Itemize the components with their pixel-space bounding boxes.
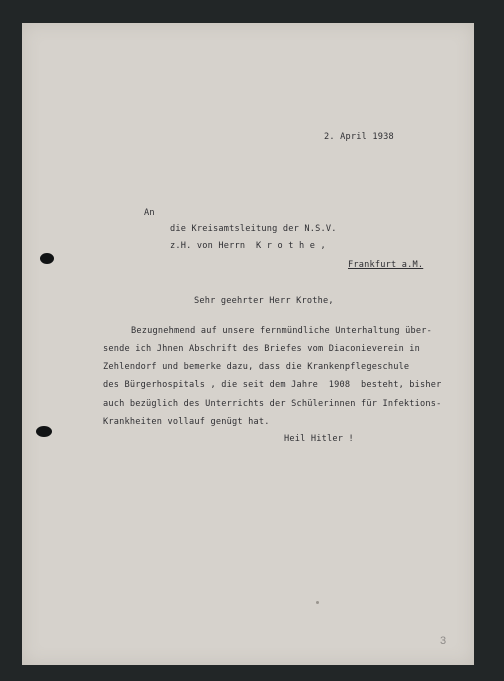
body-line: auch bezüglich des Unterrichts der Schülerinnen für Infektions-	[103, 399, 442, 409]
address-line-2: z.H. von Herrn K r o t h e ,	[170, 241, 326, 251]
punch-hole-top	[40, 253, 54, 264]
address-line-1: die Kreisamtsleitung der N.S.V.	[170, 224, 337, 234]
body-line: Krankheiten vollauf genügt hat.	[103, 417, 270, 427]
closing: Heil Hitler !	[284, 434, 354, 444]
body-line: Zehlendorf und bemerke dazu, dass die Krankenpflegeschule	[103, 362, 410, 372]
body-line: des Bürgerhospitals , die seit dem Jahre 1908 besteht, bisher	[103, 380, 442, 390]
address-an: An	[144, 208, 155, 218]
address-city: Frankfurt a.M.	[348, 260, 424, 270]
letter-date: 2. April 1938	[324, 132, 394, 142]
paper-speck	[316, 601, 319, 604]
page-number: 3	[440, 635, 447, 647]
body-line: sende ich Jhnen Abschrift des Briefes vom Diaconieverein in	[103, 344, 421, 354]
punch-hole-bottom	[36, 426, 52, 437]
salutation: Sehr geehrter Herr Krothe,	[194, 296, 334, 306]
letter-page	[22, 23, 474, 665]
body-line: Bezugnehmend auf unsere fernmündliche Unterhaltung über-	[131, 326, 432, 336]
